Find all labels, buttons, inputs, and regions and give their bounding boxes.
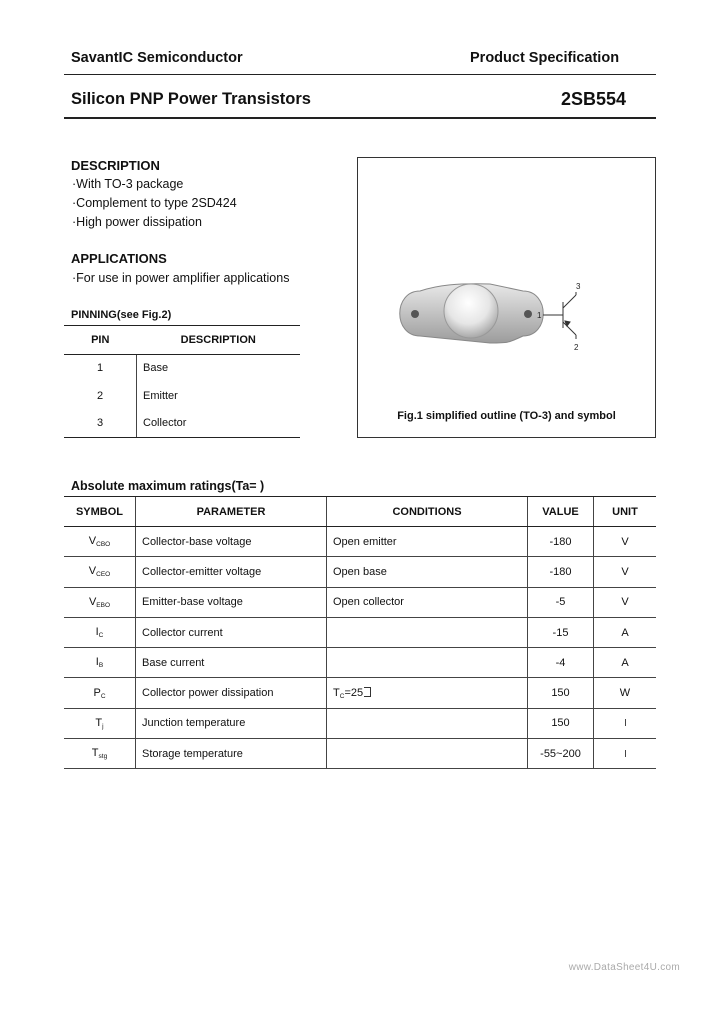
title-rule xyxy=(64,117,656,119)
description-heading: DESCRIPTION xyxy=(71,158,160,173)
watermark: www.DataSheet4U.com xyxy=(568,962,680,973)
conditions-cell xyxy=(327,708,528,738)
symbol-cell: $T_j$ xyxy=(64,708,136,738)
conditions-cell xyxy=(327,617,528,647)
table-row xyxy=(64,557,656,587)
mounting-hole xyxy=(411,310,419,318)
unit-cell: V xyxy=(594,527,657,557)
pinning-heading: PINNING(see Fig.2) xyxy=(71,309,172,321)
pnp-symbol-icon xyxy=(543,292,576,339)
parameter-cell: Emitter-base voltage xyxy=(136,587,327,617)
unit-cell: V xyxy=(594,587,657,617)
conditions-cell xyxy=(327,739,528,769)
list-item: ·With TO-3 package xyxy=(72,177,184,191)
unit-mark-icon xyxy=(625,719,626,726)
unit-cell: W xyxy=(594,678,657,708)
conditions-cell: $T_C=25$ xyxy=(327,678,528,708)
value-cell: -180 xyxy=(528,527,594,557)
company-name: SavantIC Semiconductor xyxy=(71,50,243,66)
value-cell: 150 xyxy=(528,678,594,708)
col-description: DESCRIPTION xyxy=(137,326,301,355)
col-symbol: SYMBOL xyxy=(64,497,136,527)
figure-box xyxy=(357,157,656,438)
table-header-row xyxy=(64,326,300,355)
list-item: ·High power dissipation xyxy=(72,215,202,229)
conditions-cell xyxy=(327,648,528,678)
table-row xyxy=(64,678,656,708)
pin-number: 2 xyxy=(64,382,137,410)
pin-number: 3 xyxy=(64,410,137,438)
conditions-cell: Open collector xyxy=(327,587,528,617)
mounting-hole xyxy=(524,310,532,318)
parameter-cell: Storage temperature xyxy=(136,739,327,769)
value-cell: -15 xyxy=(528,617,594,647)
value-cell: -180 xyxy=(528,557,594,587)
symbol-cell: $T_{stg}$ xyxy=(64,739,136,769)
table-row xyxy=(64,410,300,438)
symbol-cell: $V_{EBO}$ xyxy=(64,587,136,617)
table-row xyxy=(64,527,656,557)
conditions-cell: Open emitter xyxy=(327,527,528,557)
table-row xyxy=(64,354,300,382)
header-rule xyxy=(64,74,656,75)
col-parameter: PARAMETER xyxy=(136,497,327,527)
pin-description: Emitter xyxy=(143,389,178,402)
parameter-cell: Collector current xyxy=(136,617,327,647)
to3-package-illustration xyxy=(358,158,655,398)
degree-symbol-icon xyxy=(364,687,371,697)
list-item: ·For use in power amplifier applications xyxy=(72,271,290,285)
part-number: 2SB554 xyxy=(561,89,627,109)
list-item: ·Complement to type 2SD424 xyxy=(72,196,237,210)
table-row xyxy=(64,739,656,769)
applications-heading: APPLICATIONS xyxy=(71,251,167,266)
symbol-pin-label: 3 xyxy=(576,282,581,291)
ratings-table xyxy=(64,496,656,769)
value-cell: 150 xyxy=(528,708,594,738)
parameter-cell: Junction temperature xyxy=(136,708,327,738)
table-header-row xyxy=(64,497,656,527)
col-value: VALUE xyxy=(528,497,594,527)
col-pin: PIN xyxy=(64,326,137,355)
description-list xyxy=(72,175,237,232)
col-conditions: CONDITIONS xyxy=(327,497,528,527)
symbol-cell: $I_C$ xyxy=(64,617,136,647)
document-title: Silicon PNP Power Transistors xyxy=(71,90,311,108)
symbol-cell: $V_{CBO}$ xyxy=(64,527,136,557)
unit-cell: V xyxy=(594,557,657,587)
pin-description: Collector xyxy=(137,410,301,438)
conditions-cell: Open base xyxy=(327,557,528,587)
table-row xyxy=(64,708,656,738)
parameter-cell: Collector-base voltage xyxy=(136,527,327,557)
symbol-cell: $P_C$ xyxy=(64,678,136,708)
pin-description: Base xyxy=(143,362,169,375)
figure-caption: Fig.1 simplified outline (TO-3) and symbol xyxy=(397,410,616,422)
table-row xyxy=(64,382,300,410)
col-unit: UNIT xyxy=(594,497,657,527)
unit-mark-icon xyxy=(625,750,626,757)
parameter-cell: Collector-emitter voltage xyxy=(136,557,327,587)
ratings-heading: Absolute maximum ratings(Ta= ) xyxy=(71,479,265,493)
spec-label: Product Specification xyxy=(470,50,620,66)
value-cell: -55~200 xyxy=(528,739,594,769)
value-cell: -5 xyxy=(528,587,594,617)
symbol-pin-label: 2 xyxy=(574,343,579,352)
unit-cell: A xyxy=(594,648,657,678)
parameter-cell: Base current xyxy=(136,648,327,678)
symbol-pin-label: 1 xyxy=(537,311,542,320)
package-cap xyxy=(444,284,498,338)
value-cell: -4 xyxy=(528,648,594,678)
symbol-cell: $V_{CEO}$ xyxy=(64,557,136,587)
table-row xyxy=(64,648,656,678)
unit-cell: A xyxy=(594,617,657,647)
unit-cell xyxy=(594,708,657,738)
symbol-cell: $I_B$ xyxy=(64,648,136,678)
applications-list xyxy=(72,269,289,288)
pin-number: 1 xyxy=(64,354,137,382)
parameter-cell: Collector power dissipation xyxy=(136,678,327,708)
pinning-table xyxy=(64,325,300,438)
table-row xyxy=(64,587,656,617)
table-row xyxy=(64,617,656,647)
unit-cell xyxy=(594,739,657,769)
